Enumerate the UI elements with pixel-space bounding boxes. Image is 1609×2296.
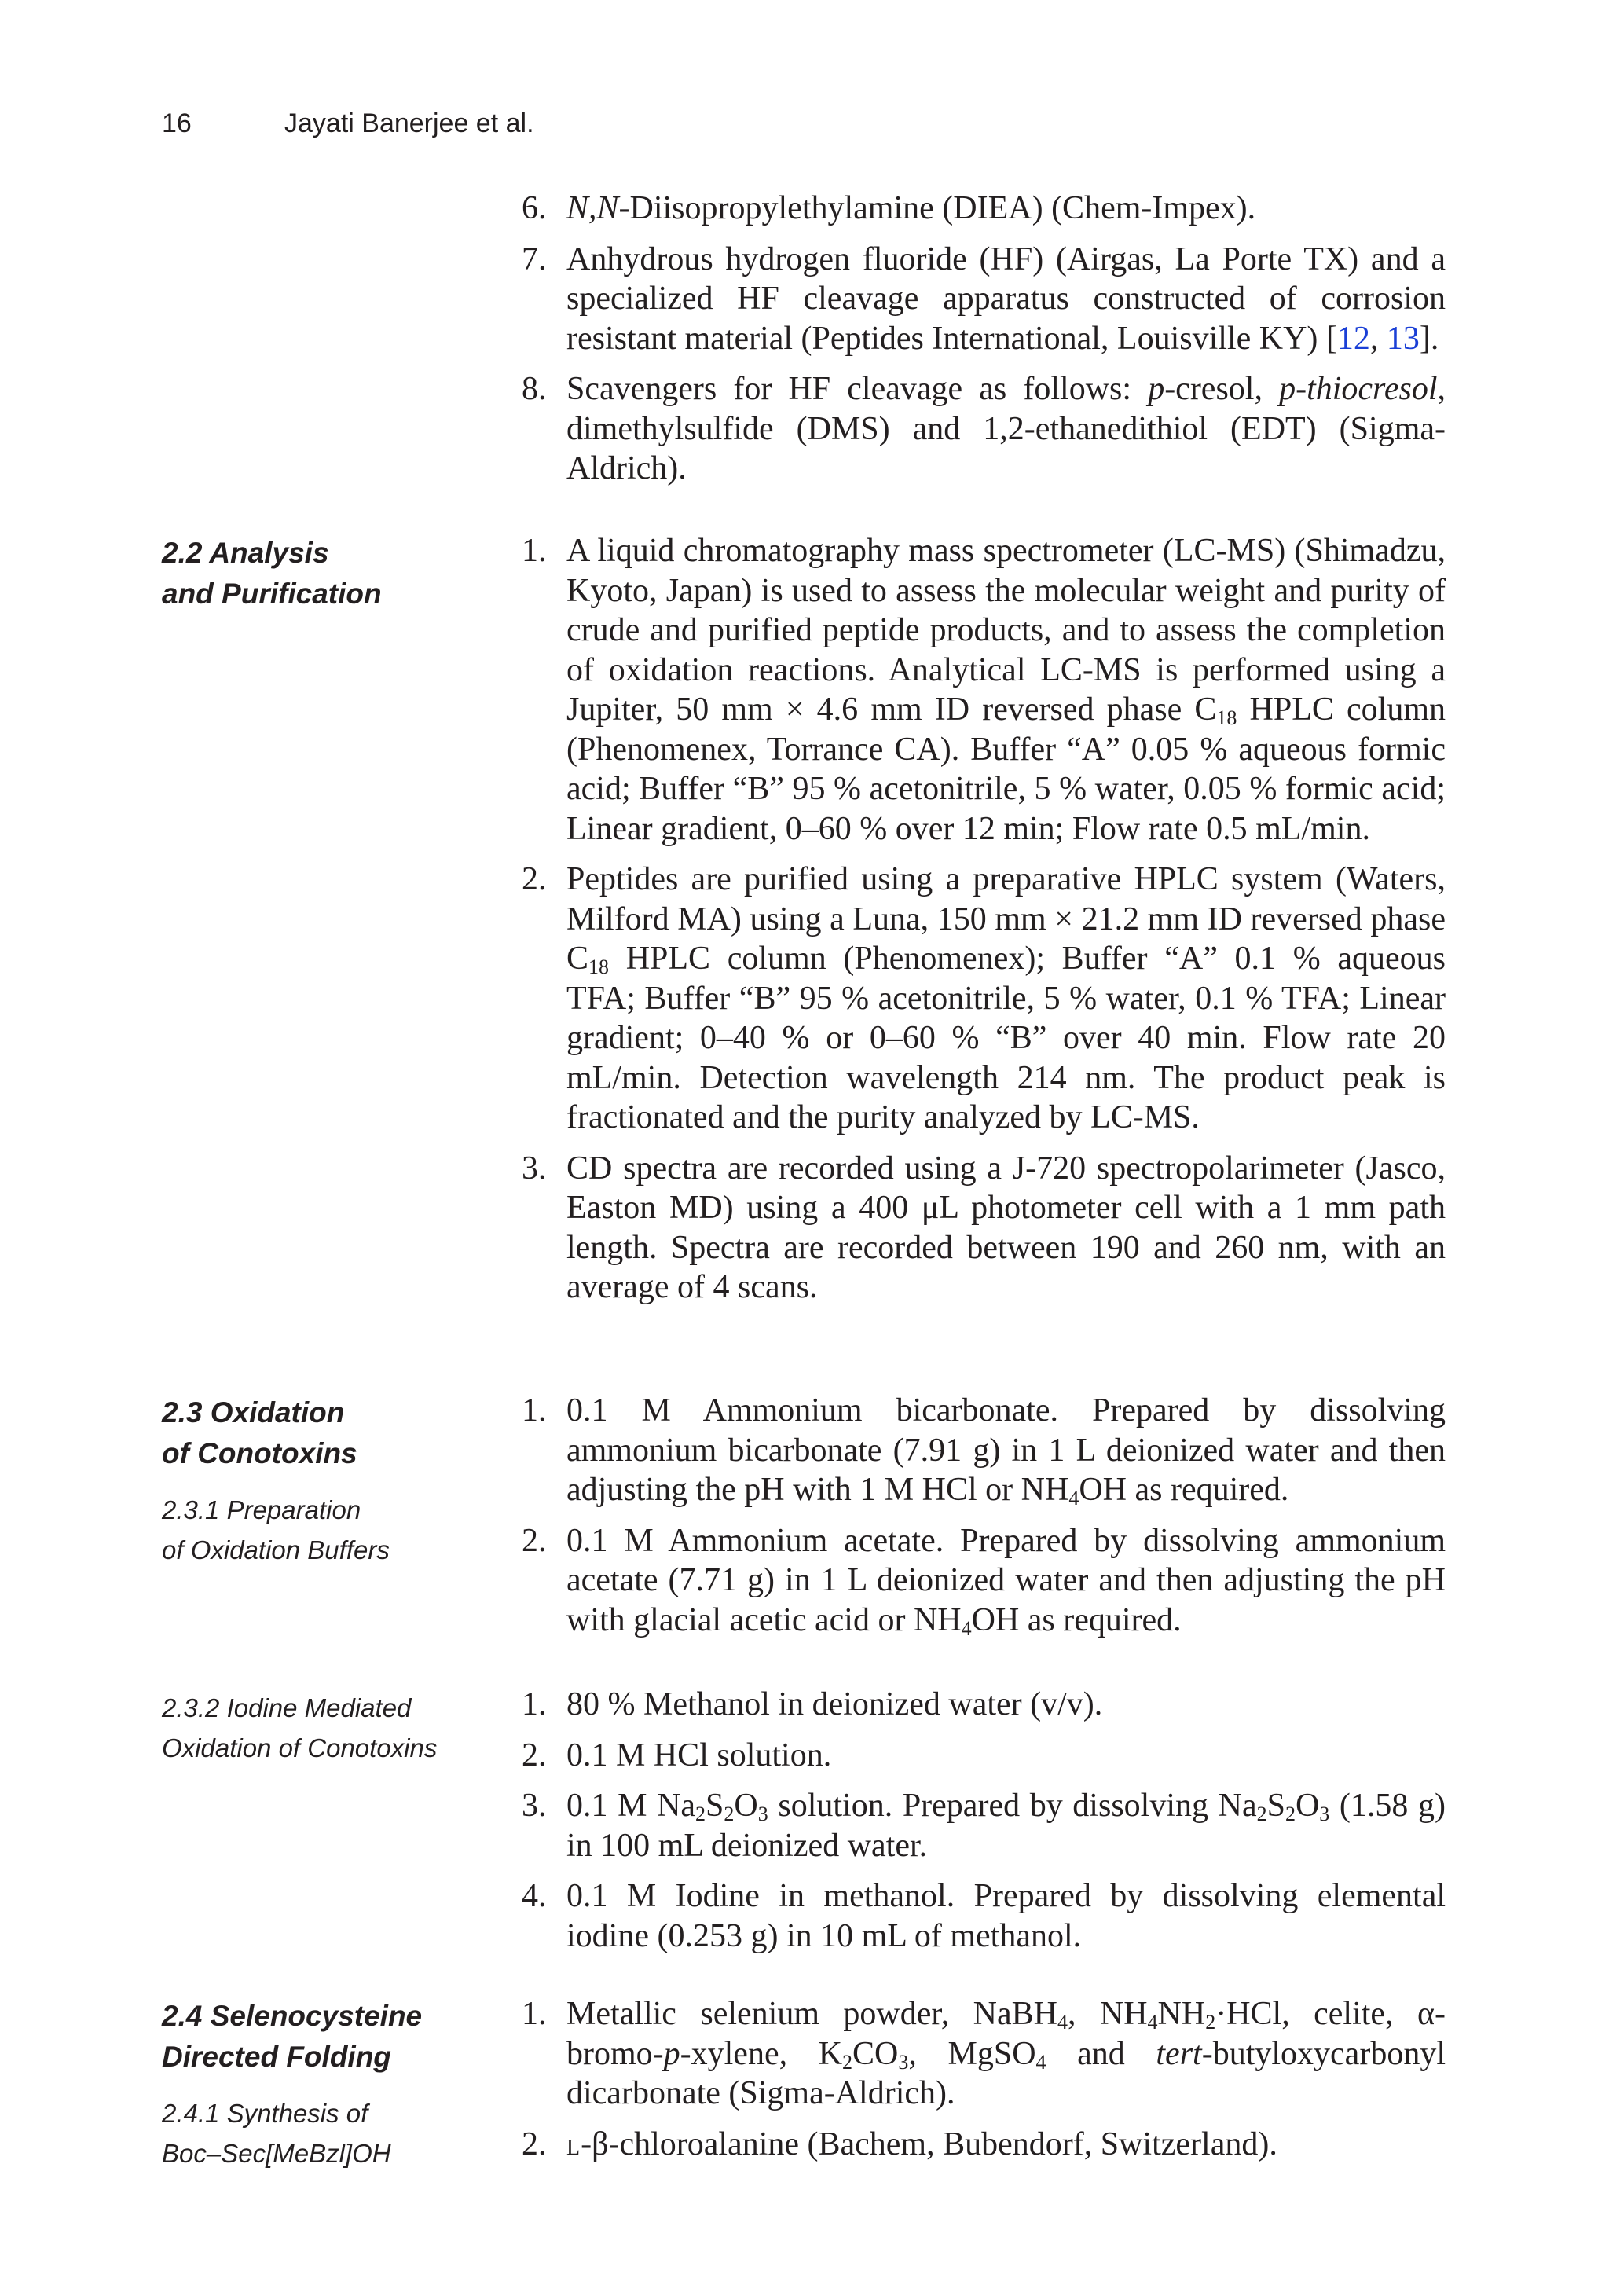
list-item: 2. 0.1 M Ammonium acetate. Prepared by dissolving ammonium acetate (7.71 g) in 1 L deionized water and then adjusting the pH with glacial acetic acid or $NH_4OH$ as required. <box>522 1522 1446 1640</box>
list-item: 2. Peptides are purified using a preparative HPLC system (Waters, Milford MA) using a Luna, 150 mm × 21.2 mm ID reversed phase $C_{18}$ HPLC column (Phenomenex); Buffer “A” 0.1 % aqueous TFA; Buffer “B” 95 % acetonitrile, 5 % water, 0.1 % TFA; Linear gradient; 0–40 % or 0–60 % “B” over 40 min. Flow rate 20 mL/min. Detection wavelength 214 nm. The product peak is fractionated and the purity analyzed by LC-MS. <box>522 861 1446 1135</box>
section-heading-2-4: 2.4 Selenocysteine Directed Folding 2.4.1 Synthesis of Boc–Sec[MeBzl]OH <box>162 2000 423 2168</box>
list-item: 1. A liquid chromatography mass spectrometer (LC-MS) (Shimadzu, Kyoto, Japan) is used to assess the molecular weight and purity of crude and purified peptide products, and to assess the completion of oxidation reactions. Analytical LC-MS is performed using a Jupiter, 50 mm × 4.6 mm ID reversed phase $C_{18}$ HPLC column (Phenomenex, Torrance CA). Buffer “A” 0.05 % aqueous formic acid; Buffer “B” 95 % acetonitrile, 5 % water, 0.05 % formic acid; Linear gradient, 0–60 % over 12 min; Flow rate 0.5 mL/min. <box>522 533 1446 847</box>
materials-list-continued <box>522 189 1446 500</box>
list-item: 3. 0.1 M $Na_2S_2O_3$ solution. Prepared by dissolving $Na_2S_2O_3$ (1.58 g) in 100 mL deionized water. <box>522 1788 1446 1864</box>
list-item: 4. 0.1 M Iodine in methanol. Prepared by dissolving elemental iodine (0.253 g) in 10 mL of methanol. <box>522 1878 1446 1954</box>
author-line: Jayati Banerjee et al. <box>284 108 534 138</box>
section-heading-2-3: 2.3 Oxidation of Conotoxins 2.3.1 Preparation of Oxidation Buffers <box>162 1396 390 1564</box>
list-item: 6. N,N-Diisopropylethylamine (DIEA) (Chem-Impex). <box>522 190 1256 226</box>
section-heading-2-2: 2.2 Analysis and Purification <box>162 537 382 610</box>
analysis-purification-list <box>522 531 1446 1319</box>
subsection-heading-2-4-1: 2.4.1 Synthesis of <box>162 2099 368 2128</box>
page-number: 16 <box>162 108 192 138</box>
citation-link[interactable]: 12 <box>1336 320 1370 357</box>
list-item: 1. 0.1 M Ammonium bicarbonate. Prepared by dissolving ammonium bicarbonate (7.91 g) in 1 L deionized water and then adjusting the pH with 1 M HCl or $NH_4OH$ as required. <box>522 1392 1446 1509</box>
subsection-heading-2-3-1: 2.3.1 Preparation <box>162 1495 361 1524</box>
list-item: 2. L-β-chloroalanine (Bachem, Bubendorf, Switzerland). <box>522 2125 1277 2162</box>
list-item: 1. Metallic selenium powder, NaBH$_4$, $NH_4NH_2\cdot HCl$, celite, α-bromo-p-xylene, $K_2CO_3$, MgSO$_4$ and tert-butyloxycarbonyl dicarbonate (Sigma-Aldrich). <box>522 1996 1446 2111</box>
list-item: 1. 80 % Methanol in deionized water (v/v). <box>522 1686 1103 1722</box>
list-item: 8. Scavengers for HF cleavage as follows: p-cresol, p-thiocresol, dimethylsulfide (DMS) and 1,2-ethanedithiol (EDT) (Sigma-Aldrich). <box>522 371 1446 486</box>
selenocysteine-materials-list <box>522 1994 1446 2179</box>
subsection-heading-2-3-2: 2.3.2 Iodine Mediated Oxidation of Conotoxins <box>162 1693 438 1762</box>
list-item: 2. 0.1 M HCl solution. <box>522 1737 832 1773</box>
citation-link[interactable]: 13 <box>1386 320 1420 357</box>
list-item: 3. CD spectra are recorded using a J-720 spectropolarimeter (Jasco, Easton MD) using a 400 μL photometer cell with a 1 mm path length. Spectra are recorded between 190 and 260 nm, with an average of 4 scans. <box>522 1150 1446 1305</box>
list-item: 7. Anhydrous hydrogen fluoride (HF) (Airgas, La Porte TX) and a specialized HF cleavage apparatus constructed of corrosion resistant material (Peptides International, Louisville KY) [12, 13]. <box>522 240 1446 357</box>
oxidation-buffers-list <box>522 1391 1446 1651</box>
running-header <box>162 108 534 139</box>
iodine-oxidation-list <box>522 1685 1446 1967</box>
